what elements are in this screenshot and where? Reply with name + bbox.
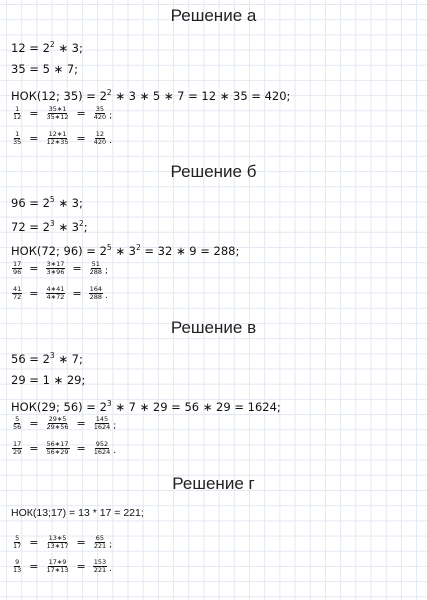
fraction-row: $\frac{41}{72}$ = $\frac{4∗41}{4∗72}$ = $\frac{164}{288}$ .: [13, 285, 108, 301]
section-title-b: Решение б: [170, 162, 257, 181]
fraction: $\frac{29∗5}{29∗56}$: [46, 415, 69, 431]
fraction-row: $\frac{5}{56}$ = $\frac{29∗5}{29∗56}$ = $\frac{145}{1624}$ ;: [13, 415, 117, 431]
lcm-line: НОК(13;17) = 13 * 17 = 221;: [11, 507, 144, 519]
fraction-row: $\frac{1}{35}$ = $\frac{12∗1}{12∗35}$ = $\frac{12}{420}$ .: [13, 130, 113, 146]
fraction: $\frac{65}{221}$: [93, 534, 107, 550]
fraction: $\frac{1}{12}$: [13, 105, 22, 121]
fraction: $\frac{4∗41}{4∗72}$: [46, 285, 65, 301]
fraction: $\frac{41}{72}$: [13, 285, 22, 301]
fraction: $\frac{12}{420}$: [93, 130, 107, 146]
fraction: $\frac{12∗1}{12∗35}$: [46, 130, 69, 146]
fraction: $\frac{5}{17}$: [13, 534, 22, 550]
fraction: $\frac{17}{29}$: [13, 440, 22, 456]
fraction: $\frac{952}{1624}$: [93, 440, 111, 456]
lcm-line: НОК(12; $35) = 2^2$ ∗ 3 ∗ 5 ∗ 7 = 12 ∗ 35 = 420;: [11, 88, 291, 103]
fraction: $\frac{9}{13}$: [13, 558, 22, 574]
fraction-row: $\frac{17}{96}$ = $\frac{3∗17}{3∗96}$ = $\frac{51}{288}$ ;: [13, 260, 109, 276]
fraction: $\frac{35}{420}$: [93, 105, 107, 121]
fraction: $\frac{1}{35}$: [13, 130, 22, 146]
fraction: $\frac{51}{288}$: [89, 260, 102, 276]
fraction: $\frac{17}{96}$: [13, 260, 22, 276]
fraction-row: $\frac{9}{13}$ = $\frac{17∗9}{17∗13}$ = $\frac{153}{221}$ .: [13, 558, 113, 574]
fraction-row: $\frac{1}{12}$ = $\frac{35∗1}{35∗12}$ = $\frac{35}{420}$ ;: [13, 105, 113, 121]
equation-line: $12 = 2^2$ ∗ 3;: [11, 40, 83, 55]
fraction: $\frac{3∗17}{3∗96}$: [46, 260, 65, 276]
lcm-line: НОК(29; $56) = 2^3$ ∗ 7 ∗ 29 = 56 ∗ 29 = 1624;: [11, 399, 281, 414]
fraction: $\frac{13∗5}{13∗17}$: [46, 534, 69, 550]
equation-line: 35 = 5 ∗ 7;: [11, 62, 79, 76]
equation-line: $96 = 2^5$ ∗ 3;: [11, 195, 83, 210]
section-title-a: Решение а: [170, 6, 257, 25]
equation-line: 29 = 1 ∗ 29;: [11, 373, 86, 387]
fraction: $\frac{5}{56}$: [13, 415, 22, 431]
fraction: $\frac{153}{221}$: [93, 558, 107, 574]
fraction-row: $\frac{17}{29}$ = $\frac{56∗17}{56∗29}$ = $\frac{952}{1624}$ .: [13, 440, 117, 456]
fraction: $\frac{145}{1624}$: [93, 415, 111, 431]
section-title-g: Решение г: [172, 474, 255, 493]
lcm-line: НОК(72; $96) = 2^5$ ∗ $3^2 = 32$ ∗ 9 = 288;: [11, 243, 240, 258]
fraction: $\frac{56∗17}{56∗29}$: [46, 440, 69, 456]
section-title-v: Решение в: [170, 318, 257, 337]
fraction: $\frac{35∗1}{35∗12}$: [46, 105, 69, 121]
equation-line: $56 = 2^3$ ∗ 7;: [11, 351, 83, 366]
fraction-row: $\frac{5}{17}$ = $\frac{13∗5}{13∗17}$ = $\frac{65}{221}$ ;: [13, 534, 113, 550]
equation-line: $72 = 2^3$ ∗ $3^2$;: [11, 219, 88, 234]
fraction: $\frac{164}{288}$: [89, 285, 102, 301]
fraction: $\frac{17∗9}{17∗13}$: [46, 558, 69, 574]
